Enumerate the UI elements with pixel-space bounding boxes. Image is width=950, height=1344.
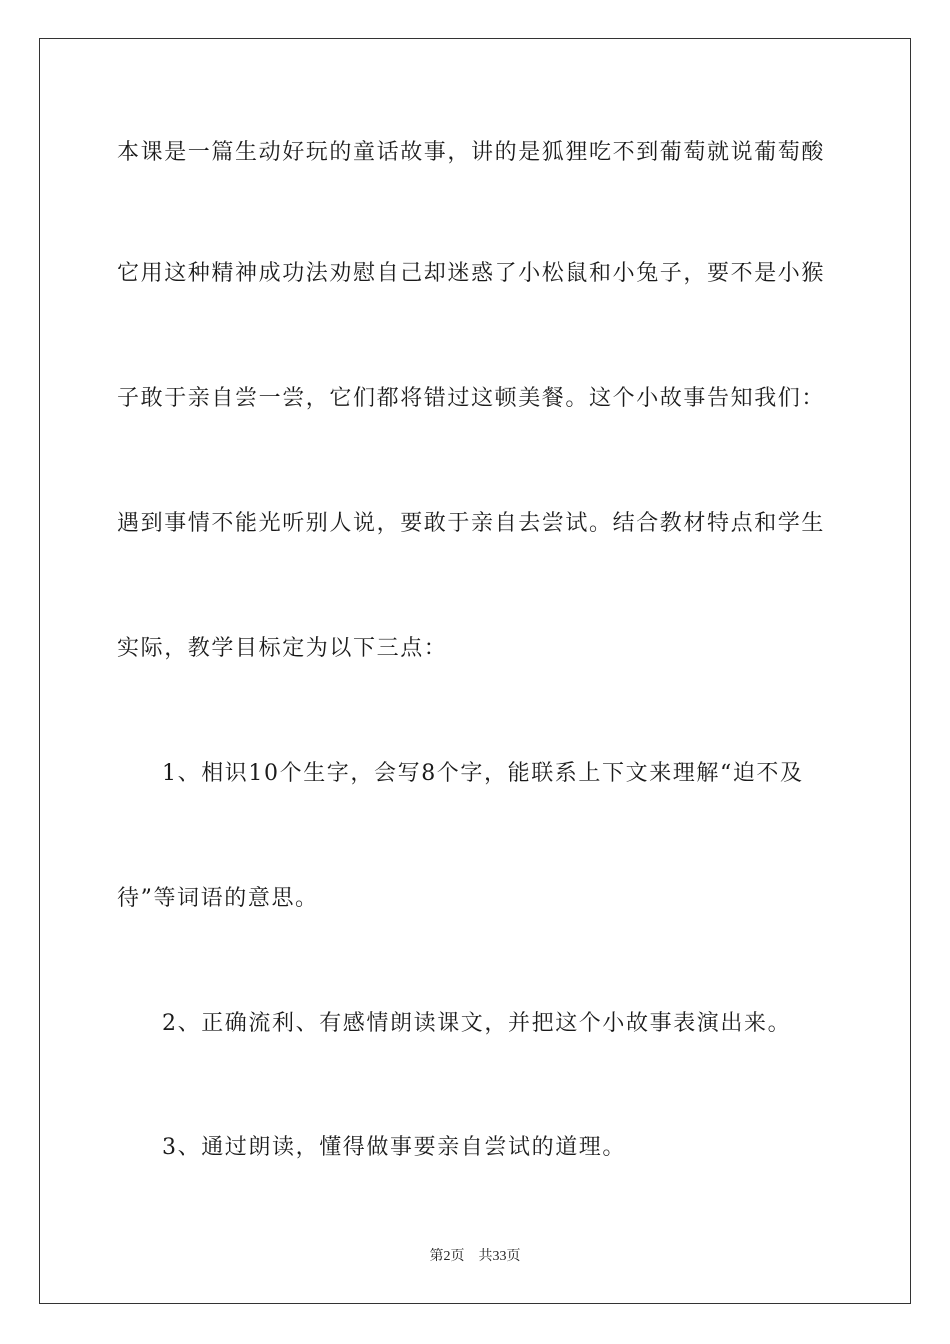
body-line-5: 实际，教学目标定为以下三点： xyxy=(117,636,448,661)
objective-2: 2、正确流利、有感情朗读课文，并把这个小故事表演出来。 xyxy=(162,1011,792,1036)
objective-1-line-2: 待”等词语的意思。 xyxy=(117,886,319,911)
objective-1-line-1: 1、相识10个生字，会写8个字，能联系上下文来理解“迫不及 xyxy=(162,761,804,786)
body-line-3: 子敢于亲自尝一尝，它们都将错过这顿美餐。这个小故事告知我们： xyxy=(117,386,826,411)
page-number-footer: 第2页 共33页 xyxy=(429,1249,521,1264)
page-border xyxy=(39,38,911,1304)
objective-3: 3、通过朗读，懂得做事要亲自尝试的道理。 xyxy=(162,1135,626,1160)
body-line-1: 本课是一篇生动好玩的童话故事，讲的是狐狸吃不到葡萄就说葡萄酸 xyxy=(117,140,826,165)
body-line-4: 遇到事情不能光听别人说，要敢于亲自去尝试。结合教材特点和学生 xyxy=(117,511,826,536)
body-line-2: 它用这种精神成功法劝慰自己却迷惑了小松鼠和小兔子，要不是小猴 xyxy=(117,261,826,286)
